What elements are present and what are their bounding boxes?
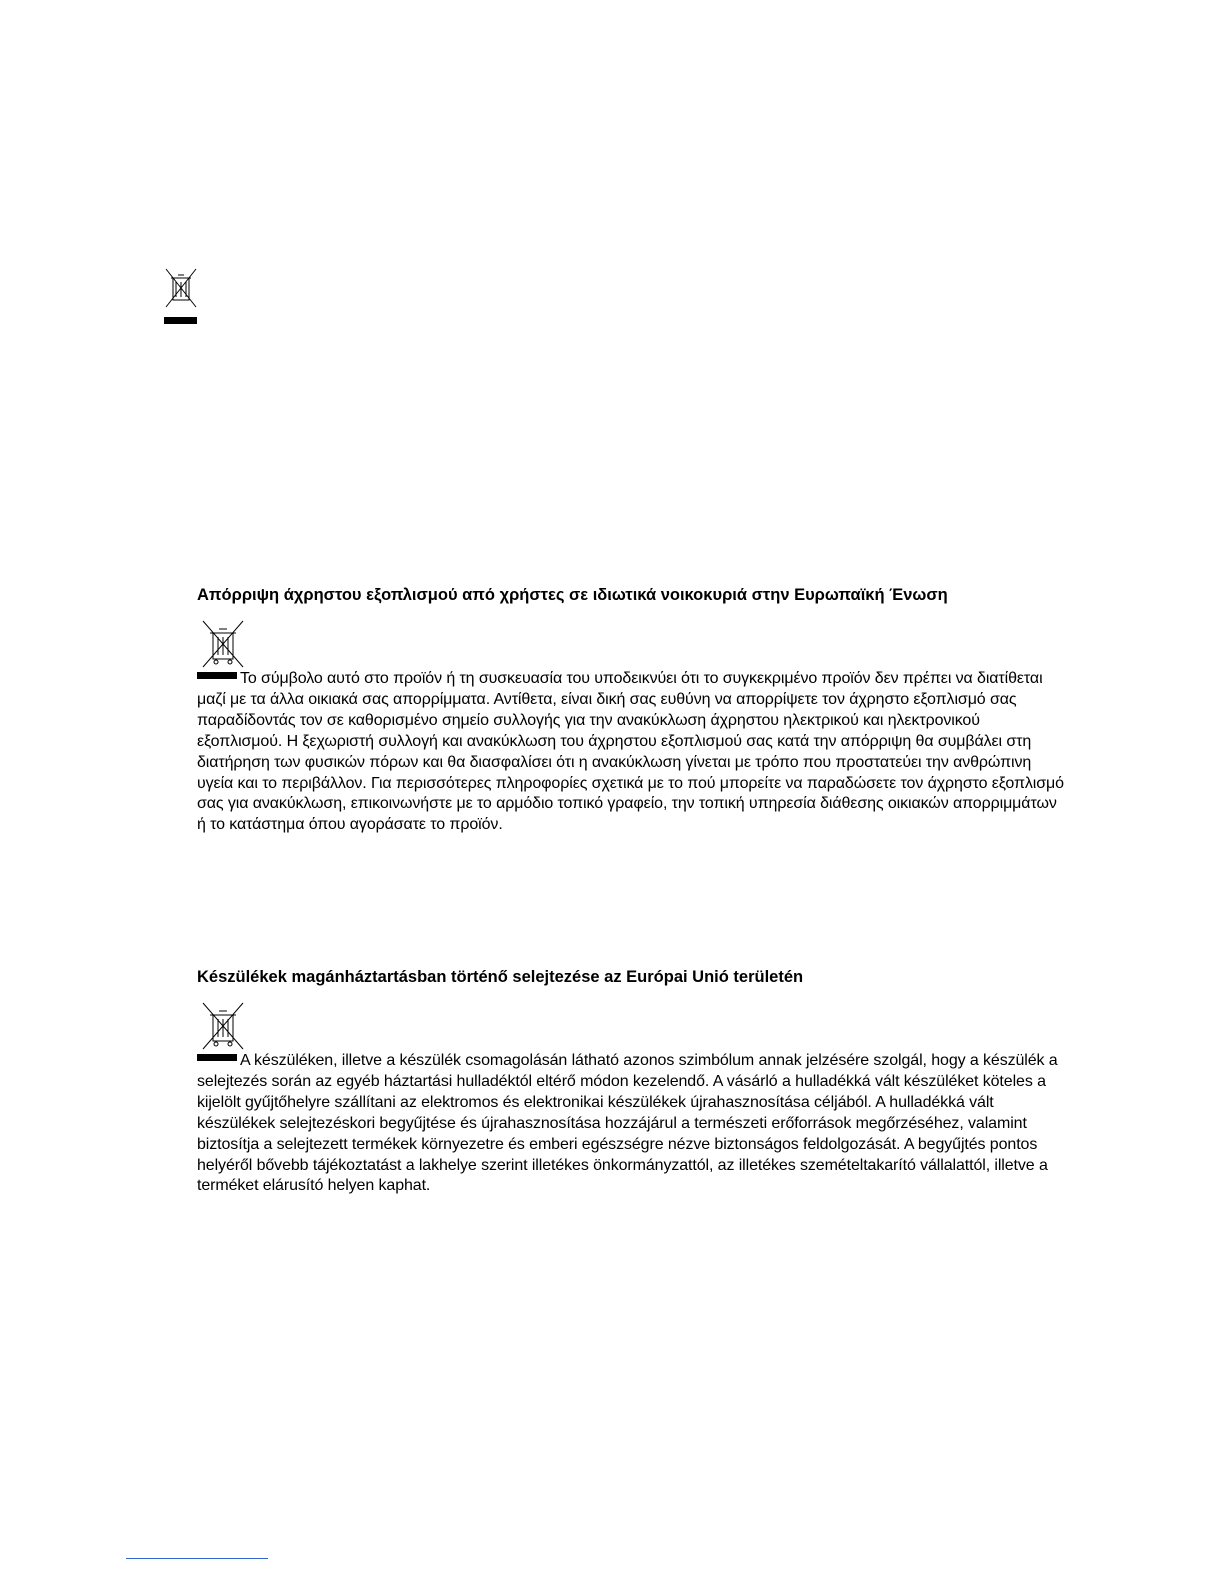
section-body: Το σύμβολο αυτό στο προϊόν ή τη συσκευασία του υποδεικνύει ότι το συγκεκριμένο προϊόν δεν πρέπει να διατίθεται μαζί με τα άλλα οικιακά σας απορρίμματα. Αντίθετα, είναι δική σας ευθύνη να απορρίψετε τον άχρηστο εξοπλισμό σας παραδίδοντάς τον σε καθορισμένο σημείο συλλογής για την ανακύκλωση άχρηστου ηλεκτρικού και ηλεκτρονικού εξοπλισμού. Η ξεχωριστή συλλογή και ανακύκλωση του άχρηστου εξοπλισμού σας κατά την απόρριψη θα συμβάλει στη διατήρηση των φυσικών πόρων και θα διασφαλίσει ότι η ανακύκλωση γίνεται με τρόπο που προστατεύει την ανθρώπινη υγεία και το περιβάλλον. Για περισσότερες πληροφορίες σχετικά με το πού μπορείτε να παραδώσετε τον άχρηστο εξοπλισμό σας για ανακύκλωση, επικοινωνήστε με το αρμόδιο τοπικό γραφείο, την τοπική υπηρεσία διάθεσης οικιακών απορριμμάτων ή το κατάστημα όπου αγοράσατε το προϊόν. <box>197 670 1064 834</box>
weee-bar-icon <box>197 672 237 679</box>
weee-crossed-bin-icon <box>201 619 245 669</box>
section-heading: Απόρριψη άχρηστου εξοπλισμού από χρήστες σε ιδιωτικά νοικοκυριά στην Ευρωπαϊκή Ένωση <box>197 586 948 604</box>
footnote-separator <box>126 1558 268 1559</box>
weee-bar-icon <box>197 1054 237 1061</box>
weee-crossed-bin-icon <box>201 1001 245 1051</box>
disposal-section-hungarian <box>197 966 1067 1197</box>
disposal-section-greek <box>197 584 1067 836</box>
section-heading: Készülékek magánháztartásban történő selejtezése az Európai Unió területén <box>197 968 804 986</box>
section-body: A készüléken, illetve a készülék csomagolásán látható azonos szimbólum annak jelzésére szolgál, hogy a készülék a selejtezés során az egyéb háztartási hulladéktól eltérő módon kezelendő. A vásárló a hulladékká vált készüléket köteles a kijelölt gyűjtőhelyre szállítani az elektromos és elektronikai készülékek újrahasznosítása céljából. A hulladékká vált készülékek selejtezéskori begyűjtése és újrahasznosítása hozzájárul a természeti erőforrások megőrzéséhez, valamint biztosítja a selejtezett termékek környezetre és emberi egészségre nézve biztonságos feldolgozását. A begyűjtés pontos helyéről bővebb tájékoztatást a lakhelye szerint illetékes önkormányzattól, az illetékes szemételtakarító vállalattól, illetve a terméket elárusító helyen kaphat. <box>197 1052 1058 1195</box>
weee-crossed-bin-icon <box>164 266 198 326</box>
